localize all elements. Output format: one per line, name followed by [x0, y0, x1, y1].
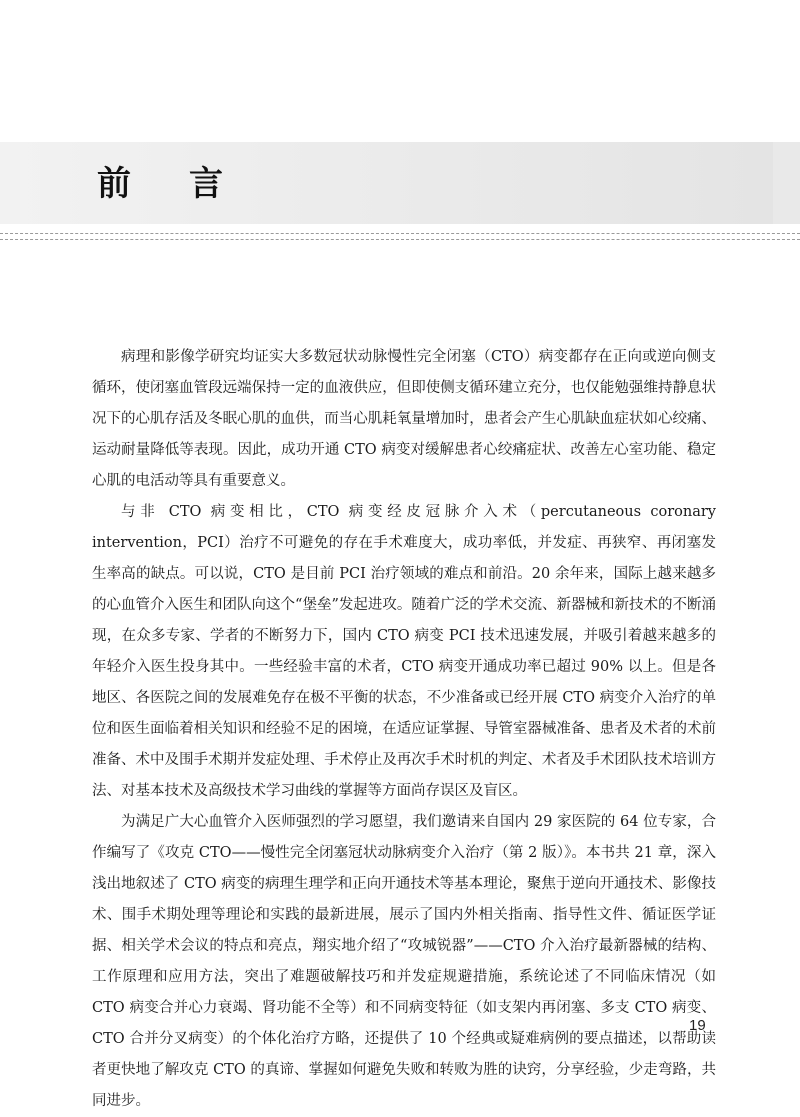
- dashed-divider-top: [0, 233, 800, 234]
- preface-body: [92, 342, 716, 1117]
- paragraph-1: 病理和影像学研究均证实大多数冠状动脉慢性完全闭塞（CTO）病变都存在正向或逆向侧支循环，使闭塞血管段远端保持一定的血液供应，但即使侧支循环建立充分，也仅能勉强维持静息状况下的心肌存活及冬眠心肌的血供，而当心肌耗氧量增加时，患者会产生心肌缺血症状如心绞痛、运动耐量降低等表现。因此，成功开通 CTO 病变对缓解患者心绞痛症状、改善左心室功能、稳定心肌的电活动等具有重要意义。: [92, 349, 716, 489]
- title-band-edge: [773, 142, 800, 224]
- dashed-divider-bottom: [0, 239, 800, 240]
- page-number: 19: [689, 1017, 706, 1034]
- paragraph-3: 为满足广大心血管介入医师强烈的学习愿望，我们邀请来自国内 29 家医院的 64 位专家，合作编写了《攻克 CTO——慢性完全闭塞冠状动脉病变介入治疗（第 2 版）》。本书共 21 章，深入浅出地叙述了 CTO 病变的病理生理学和正向开通技术等基本理论，聚焦于逆向开通技术、影像技术、围手术期处理等理论和实践的最新进展，展示了国内外相关指南、指导性文件、循证医学证据、相关学术会议的特点和亮点，翔实地介绍了“攻城锐器”——CTO 介入治疗最新器械的结构、工作原理和应用方法，突出了难题破解技巧和并发症规避措施，系统论述了不同临床情况（如 CTO 病变合并心力衰竭、肾功能不全等）和不同病变特征（如支架内再闭塞、多支 CTO 病变、CTO 合并分叉病变）的个体化治疗方略，还提供了 10 个经典或疑难病例的要点描述，以帮助读者更快地了解攻克 CTO 的真谛、掌握如何避免失败和转败为胜的诀窍，分享经验，少走弯路，共同进步。: [92, 814, 716, 1109]
- paragraph-2: 与非 CTO 病变相比，CTO 病变经皮冠脉介入术（percutaneous coronary intervention，PCI）治疗不可避免的存在手术难度大，成功率低，并发症、再狭窄、再闭塞发生率高的缺点。可以说，CTO 是目前 PCI 治疗领域的难点和前沿。20 余年来，国际上越来越多的心血管介入医生和团队向这个“堡垒”发起进攻。随着广泛的学术交流、新器械和新技术的不断涌现，在众多专家、学者的不断努力下，国内 CTO 病变 PCI 技术迅速发展，并吸引着越来越多的年轻介入医生投身其中。一些经验丰富的术者，CTO 病变开通成功率已超过 90% 以上。但是各地区、各医院之间的发展难免存在极不平衡的状态，不少准备或已经开展 CTO 病变介入治疗的单位和医生面临着相关知识和经验不足的困境，在适应证掌握、导管室器械准备、患者及术者的术前准备、术中及围手术期并发症处理、手术停止及再次手术时机的判定、术者及手术团队技术培训方法、对基本技术及高级技术学习曲线的掌握等方面尚存误区及盲区。: [92, 504, 716, 799]
- page-title: 前言: [97, 164, 281, 204]
